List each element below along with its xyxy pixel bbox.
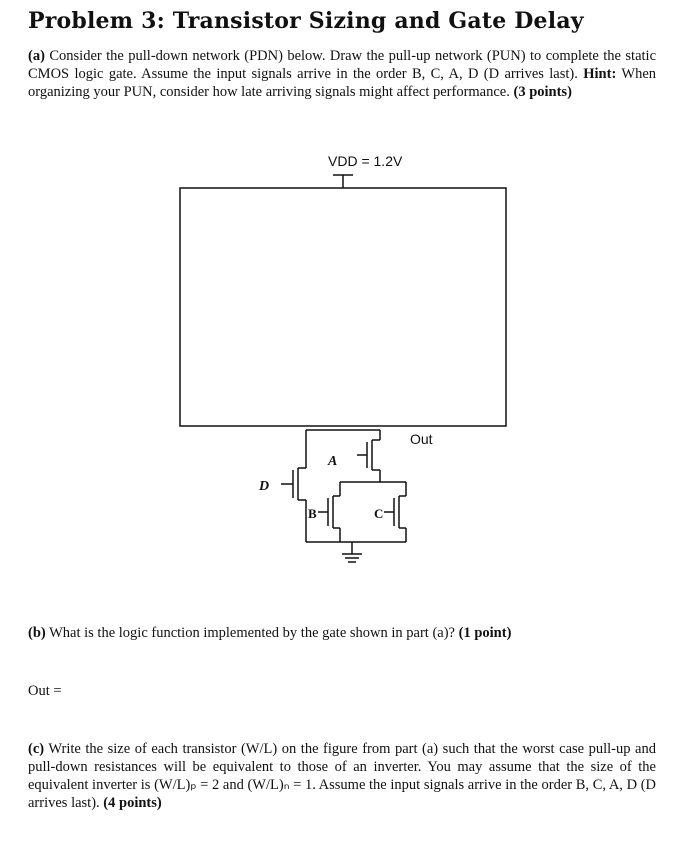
- input-a-label: A: [328, 454, 338, 469]
- part-b-points: (1 point): [458, 625, 512, 641]
- out-label: Out: [410, 431, 433, 447]
- pun-answer-box[interactable]: [180, 188, 506, 426]
- part-c-text: [28, 740, 656, 812]
- input-b-label: B: [308, 506, 317, 521]
- part-a-body: Consider the pull-down network (PDN) below. Draw the pull-up network (PUN) to complete the static CMOS logic gate. Assume the input signals arrive in the order B, C, A, D (D arrives last).: [28, 48, 657, 82]
- vdd-symbol: [333, 175, 353, 188]
- problem-title: Problem 3: Transistor Sizing and Gate Delay: [28, 8, 584, 34]
- hint-label: Hint:: [583, 66, 617, 82]
- part-b-body: What is the logic function implemented by the gate shown in part (a)?: [49, 625, 455, 641]
- part-a-points: (3 points): [513, 84, 572, 100]
- part-b-text: [28, 624, 656, 642]
- pdn-network: [281, 430, 406, 562]
- out-answer-line[interactable]: Out =: [28, 683, 62, 699]
- part-a-label: (a): [28, 48, 45, 64]
- part-c-body: Write the size of each transistor (W/L) on the figure from part (a) such that the worst case pull-up and pull-down resistances will be equivalent to those of an inverter. You may assume that the size of the equivalent inverter is (W/L)ₚ = 2 and (W/L)ₙ = 1. Assume the input signals arrive in the order B, C, A, D (D arrives last).: [28, 741, 656, 811]
- input-c-label: C: [374, 506, 384, 521]
- vdd-label: VDD = 1.2V: [328, 153, 403, 169]
- part-b-label: (b): [28, 625, 46, 641]
- part-c-points: (4 points): [103, 795, 162, 811]
- part-c-label: (c): [28, 741, 45, 757]
- hint-text: When organizing your PUN, consider how late arriving signals might affect performance.: [28, 66, 657, 100]
- input-d-label: D: [259, 479, 270, 494]
